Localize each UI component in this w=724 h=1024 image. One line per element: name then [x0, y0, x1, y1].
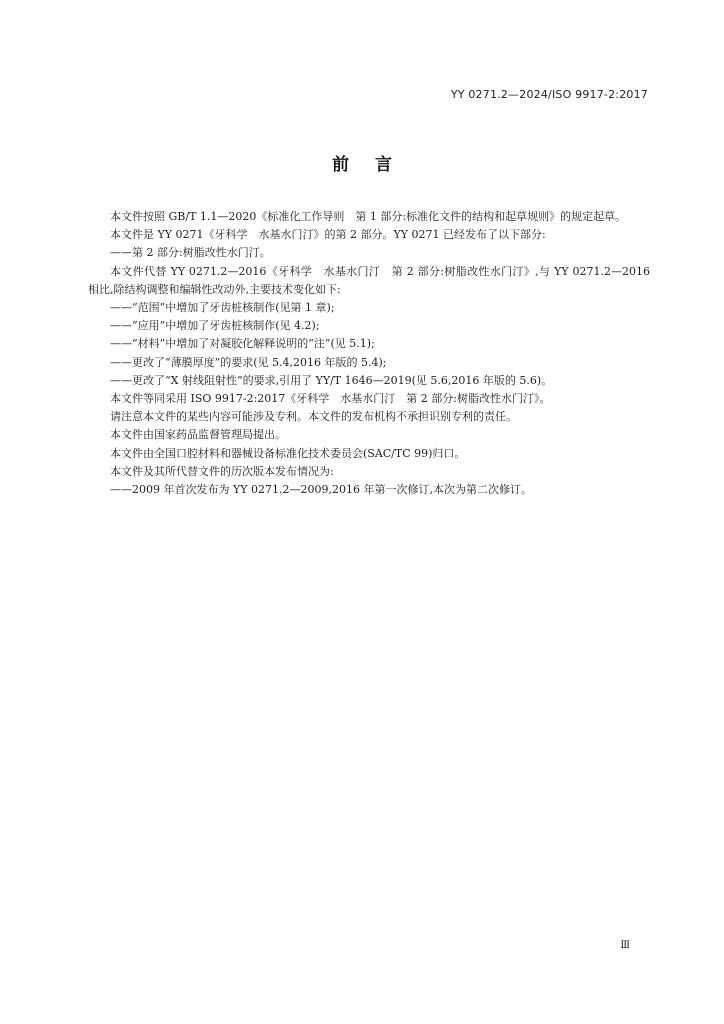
standard-code-header: YY 0271.2—2024/ISO 9917-2:2017 — [450, 88, 648, 101]
list-item-change-application: ——“应用”中增加了牙齿桩核制作(见 4.2); — [110, 319, 320, 333]
foreword-body — [88, 208, 650, 499]
page-title: 前言 — [332, 155, 418, 175]
list-item-change-radiopacity: ——更改了“X 射线阻射性”的要求,引用了 YY/T 1646—2019(见 5.6,2016 年版的 5.6)。 — [110, 373, 553, 387]
list-item-history: ——2009 年首次发布为 YY 0271.2—2009,2016 年第一次修订,本次为第二次修订。 — [110, 483, 532, 497]
paragraph-proposer: 本文件由国家药品监督管理局提出。 — [110, 428, 286, 442]
paragraph-drafting-rules: 本文件按照 GB/T 1.1—2020《标准化工作导则 第 1 部分:标准化文件的结构和起草规则》的规定起草。 — [110, 210, 627, 223]
paragraph-history-intro: 本文件及其所代替文件的历次版本发布情况为: — [110, 464, 334, 478]
paragraph-replacement: 本文件代替 YY 0271.2—2016《牙科学 水基水门汀 第 2 部分:树脂改性水门汀》,与 YY 0271.2—2016 相比,除结构调整和编辑性改动外,主要技术变化如下: — [88, 264, 650, 296]
page-number: Ⅲ — [620, 940, 630, 951]
list-item-change-film-thickness: ——更改了“薄膜厚度”的要求(见 5.4,2016 年版的 5.4); — [110, 355, 387, 369]
paragraph-iso-equivalence: 本文件等同采用 ISO 9917-2:2017《牙科学 水基水门汀 第 2 部分:树脂改性水门汀》。 — [110, 392, 551, 406]
paragraph-part-info: 本文件是 YY 0271《牙科学 水基水门汀》的第 2 部分。YY 0271 已经发布了以下部分: — [110, 228, 546, 242]
paragraph-committee: 本文件由全国口腔材料和器械设备标准化技术委员会(SAC/TC 99)归口。 — [110, 446, 466, 460]
list-item-part-2: ——第 2 部分:树脂改性水门汀。 — [110, 246, 271, 260]
list-item-change-scope: ——“范围”中增加了牙齿桩核制作(见第 1 章); — [110, 301, 335, 315]
paragraph-patent-notice: 请注意本文件的某些内容可能涉及专利。本文件的发布机构不承担识别专利的责任。 — [110, 410, 517, 424]
list-item-change-material: ——“材料”中增加了对凝胶化解释说明的“注”(见 5.1); — [110, 337, 375, 351]
